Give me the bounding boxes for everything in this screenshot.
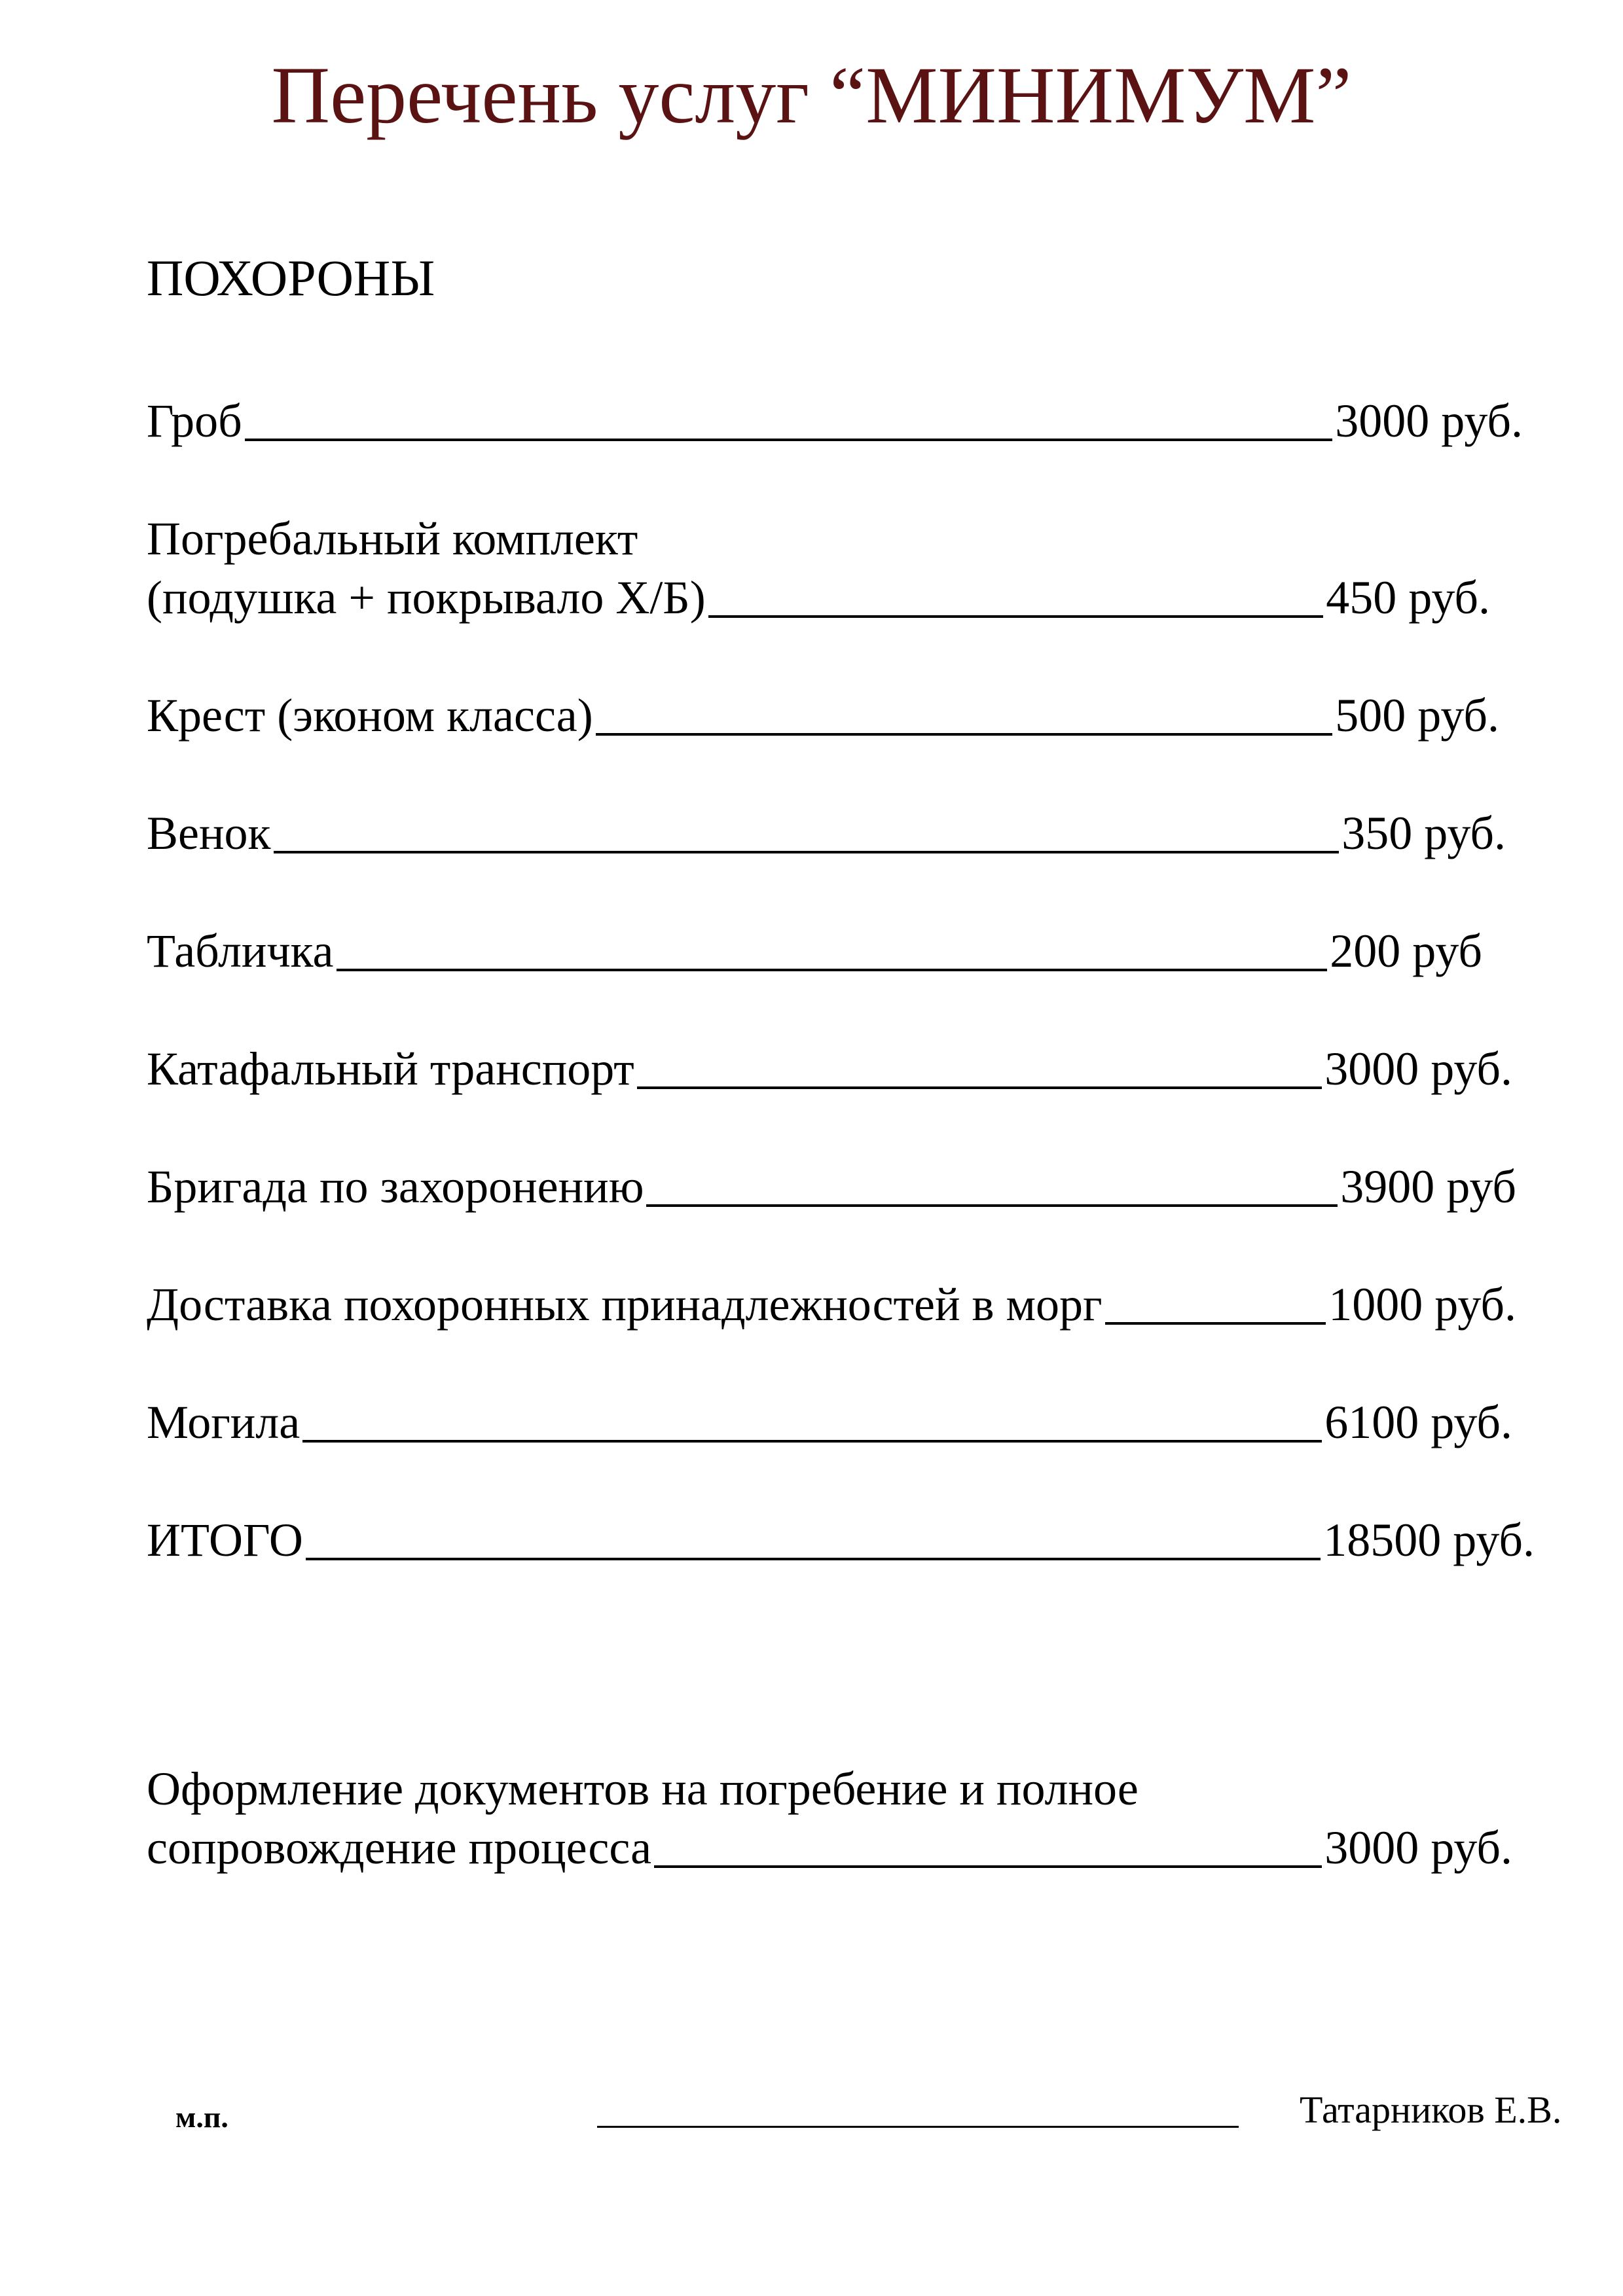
- item-label: Могила: [147, 1396, 301, 1448]
- item-price: 3000 руб.: [1324, 1043, 1512, 1095]
- item-label: Погребальный комплект: [147, 512, 638, 565]
- price-list-item: [147, 1157, 1516, 1216]
- leader-line: [654, 1865, 1322, 1868]
- leader-line: [306, 1558, 1321, 1560]
- price-list-item: [147, 1039, 1512, 1098]
- document-footer: [0, 2088, 1623, 2140]
- leader-line: [596, 733, 1333, 736]
- leader-line: [274, 851, 1340, 853]
- item-price: 6100 руб.: [1324, 1396, 1512, 1448]
- price-list-item: [147, 509, 1490, 627]
- price-list-item: [147, 1759, 1512, 1877]
- section-heading: ПОХОРОНЫ: [147, 249, 435, 306]
- item-price: 3900 руб: [1340, 1160, 1516, 1213]
- item-label: Катафальный транспорт: [147, 1043, 634, 1095]
- signature-line: [597, 2126, 1239, 2128]
- item-price: 450 руб.: [1326, 571, 1490, 624]
- item-label: сопровождение процесса: [147, 1821, 652, 1874]
- item-label: Венок: [147, 807, 271, 859]
- leader-line: [245, 439, 1333, 441]
- document-title: Перечень услуг “МИНИМУМ”: [271, 50, 1352, 140]
- item-label: (подушка + покрывало Х/Б): [147, 571, 706, 624]
- signer-name: Татарников Е.В.: [1300, 2089, 1562, 2131]
- item-price: 3000 руб.: [1324, 1821, 1512, 1874]
- item-price: 18500 руб.: [1323, 1514, 1535, 1566]
- item-price: 1000 руб.: [1328, 1278, 1516, 1331]
- item-label: Доставка похоронных принадлежностей в морг: [147, 1278, 1103, 1331]
- price-list-item: [147, 1275, 1516, 1334]
- leader-line: [708, 615, 1324, 618]
- leader-line: [1105, 1322, 1326, 1325]
- stamp-placeholder-label: м.п.: [175, 2100, 228, 2134]
- leader-line: [646, 1204, 1338, 1207]
- item-price: 200 руб: [1330, 925, 1482, 977]
- item-price: 500 руб.: [1335, 689, 1499, 742]
- price-list-item: [147, 922, 1482, 980]
- item-label: ИТОГО: [147, 1514, 303, 1566]
- price-list-item: [147, 1511, 1535, 1570]
- item-label: Крест (эконом класса): [147, 689, 593, 742]
- leader-line: [337, 969, 1328, 971]
- item-label: Оформление документов на погребение и полное: [147, 1763, 1139, 1815]
- item-label: Бригада по захоронению: [147, 1160, 644, 1213]
- item-price: 350 руб.: [1341, 807, 1506, 859]
- price-list-item: [147, 391, 1523, 450]
- price-list-item: [147, 686, 1499, 745]
- leader-line: [637, 1086, 1322, 1089]
- price-list-item: [147, 804, 1506, 863]
- item-price: 3000 руб.: [1335, 395, 1523, 447]
- leader-line: [302, 1440, 1322, 1443]
- item-label: Гроб: [147, 395, 242, 447]
- price-list-item: [147, 1393, 1512, 1452]
- item-label: Табличка: [147, 925, 334, 977]
